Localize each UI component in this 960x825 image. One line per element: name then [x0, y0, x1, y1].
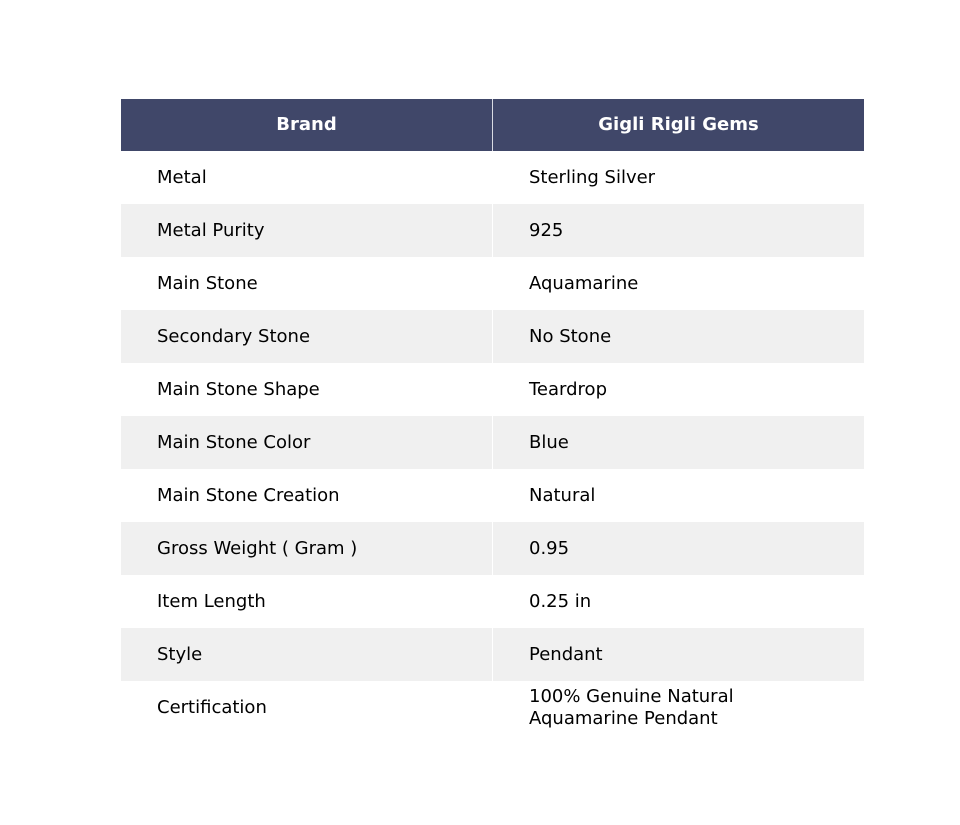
row-label: Gross Weight ( Gram ): [121, 522, 493, 575]
table-row: [121, 469, 864, 522]
header-brand-label: Brand: [121, 99, 493, 151]
row-label: Metal: [121, 151, 493, 204]
row-value: 925: [529, 219, 564, 241]
row-label: Main Stone Color: [121, 416, 493, 469]
table-row: [121, 204, 864, 257]
row-value: Sterling Silver: [529, 166, 656, 188]
table-row: [121, 575, 864, 628]
table-row: [121, 416, 864, 469]
row-value: Teardrop: [529, 378, 607, 400]
row-value: 100% Genuine Natural Aquamarine Pendant: [529, 686, 734, 729]
header-brand-value: Gigli Rigli Gems: [598, 114, 759, 135]
row-value: 0.25 in: [529, 590, 592, 612]
row-label: Main Stone Creation: [121, 469, 493, 522]
row-value: 0.95: [529, 537, 570, 559]
row-label: Certification: [121, 681, 493, 735]
table-row: [121, 257, 864, 310]
row-label: Secondary Stone: [121, 310, 493, 363]
row-value: Natural: [529, 484, 596, 506]
row-value: Blue: [529, 431, 569, 453]
product-spec-table: [121, 99, 864, 735]
table-row: [121, 628, 864, 681]
table-row: [121, 681, 864, 735]
row-value: Aquamarine: [529, 272, 639, 294]
row-label: Item Length: [121, 575, 493, 628]
table-row: [121, 363, 864, 416]
row-value: No Stone: [529, 325, 612, 347]
row-label: Main Stone Shape: [121, 363, 493, 416]
row-value: Pendant: [529, 643, 603, 665]
table-row: [121, 151, 864, 204]
row-label: Metal Purity: [121, 204, 493, 257]
table-row: [121, 522, 864, 575]
row-label: Main Stone: [121, 257, 493, 310]
table-header-row: [121, 99, 864, 151]
table-row: [121, 310, 864, 363]
row-label: Style: [121, 628, 493, 681]
